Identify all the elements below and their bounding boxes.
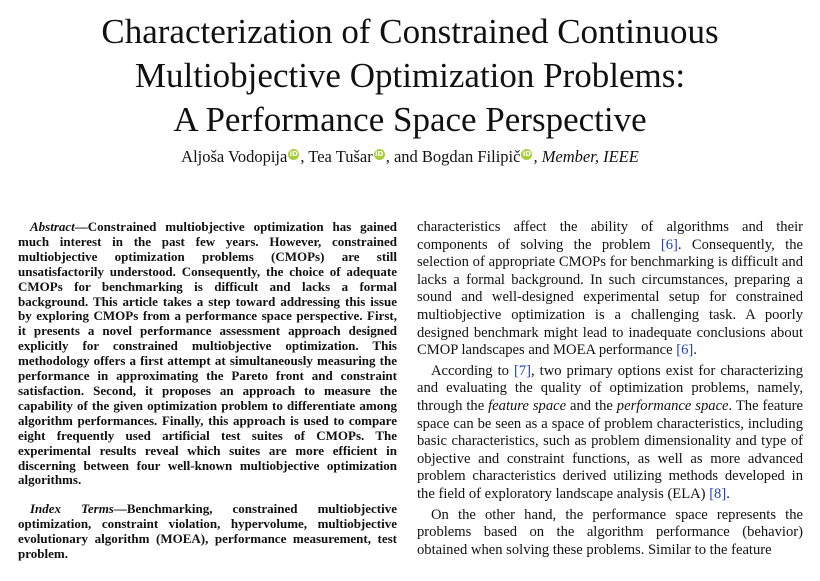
abstract-dash: —	[74, 219, 88, 234]
author-separator: ,	[300, 147, 309, 166]
left-column	[18, 220, 397, 562]
author-separator: , and	[385, 147, 422, 166]
abstract-label: Abstract	[30, 219, 75, 234]
emphasis-term: performance space	[616, 397, 729, 414]
body-paragraph-1	[417, 219, 803, 360]
body-text: .	[693, 342, 697, 359]
author-name: Aljoša Vodopija	[181, 147, 288, 166]
abstract-paragraph	[18, 220, 397, 488]
citation-link[interactable]: [6]	[676, 342, 694, 359]
citation-link[interactable]: [6]	[660, 236, 678, 253]
right-column	[417, 219, 803, 559]
citation-link[interactable]: [8]	[709, 485, 727, 502]
orcid-icon[interactable]: iD	[375, 150, 384, 158]
paper-title	[0, 10, 820, 142]
author-separator: ,	[533, 147, 542, 166]
body-text: . The feature space can be seen as a space of problem characteristics, including basic characteristics, such as problem dimensionality and type of objective and constraint functions, as well as more advanced problem characteristics derived utilizing methods developed in the field of exploratory landscape analysis (ELA)	[417, 397, 804, 502]
author-name: Tea Tušar	[308, 147, 373, 166]
body-paragraph-3: On the other hand, the performance space represents the problems based on the algorithm performance (behavior) obtained when solving these problems. Similar to the feature	[417, 506, 803, 558]
index-terms-paragraph	[18, 502, 397, 562]
body-text: .	[726, 485, 730, 502]
body-paragraph-2	[417, 363, 803, 504]
index-terms-text: Benchmarking, constrained multiobjective optimization, constraint violation, hypervolume, multiobjective evolutionary algorithm (MOEA), performance measurement, test problem.	[18, 501, 398, 562]
body-text: . Consequently, the selection of appropriate CMOPs for benchmarking is difficult and lacks a formal background. In such circumstances, preparing a sound and well-designed experimental setup for constrained multiobjective optimization is a challenging task. A poorly designed benchmark might lead to inadequate conclusions about CMOP landscapes and MOEA performance	[417, 236, 803, 359]
citation-link[interactable]: [7]	[513, 362, 531, 379]
body-text: According to	[431, 362, 514, 379]
body-text: , two primary options exist for characterizing and evaluating the quality of optimization problems, namely, through the	[417, 362, 803, 414]
author-list	[0, 146, 820, 168]
title-line-2: Multiobjective Optimization Problems:	[134, 56, 686, 95]
body-text: and the	[566, 397, 617, 414]
orcid-icon[interactable]: iD	[289, 150, 298, 158]
index-terms-dash: —	[113, 501, 127, 517]
body-text: characteristics affect the ability of algorithms and their components of solving the problem	[417, 219, 803, 253]
index-terms-label: Index Terms	[30, 501, 114, 517]
emphasis-term: feature space	[488, 397, 567, 414]
membership-label: Member, IEEE	[541, 147, 639, 166]
abstract-text: Constrained multiobjective optimization has gained much interest in the past few years. However, constrained multiobjective optimization problems (CMOPs) are still unsatisfactorily understood. Consequently, the choice of adequate CMOPs for benchmarking is difficult and lacks a formal background. This article takes a step toward addressing this issue by exploring CMOPs from a performance space perspective. First, it presents a novel performance assessment approach designed explicitly for constrained multiobjective optimization. This methodology offers a first attempt at simultaneously measuring the performance in approximating the Pareto front and constraint satisfaction. Second, it proposes an approach to measure the capability of the given optimization problem to differentiate among algorithm performances. Finally, this approach is used to compare eight frequently used artificial test suites of CMOPs. The experimental results reveal which suites are more efficient in discerning between four well-known multiobjective optimization algorithms.	[18, 219, 397, 488]
orcid-icon[interactable]: iD	[522, 150, 532, 158]
title-line-3: A Performance Space Perspective	[173, 100, 647, 139]
title-line-1: Characterization of Constrained Continuous	[101, 12, 719, 51]
author-name: Bogdan Filipič	[421, 147, 521, 166]
